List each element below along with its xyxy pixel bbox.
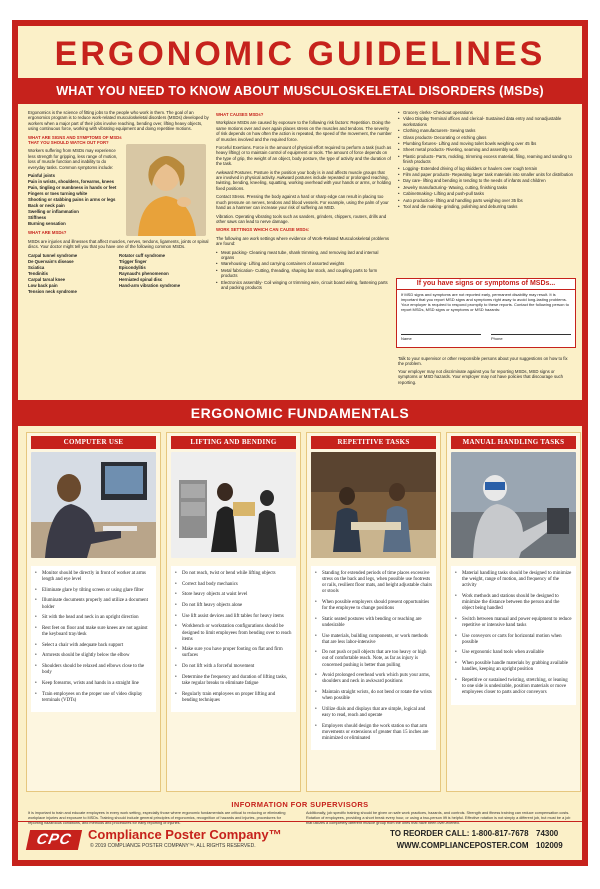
panel-heading: COMPUTER USE bbox=[31, 436, 156, 449]
panel-list bbox=[311, 566, 436, 750]
repetitive-tasks-photo bbox=[311, 452, 436, 558]
contact-text: Contact Stress. Pressing the body against a hard or sharp edge can result in placing too much pressure on nerves, tendons and blood vessels. For example, using the palm of your hand as a hammer can increase your risk of suffering an MSD. bbox=[216, 194, 389, 211]
phone-label: Phone bbox=[491, 334, 571, 341]
list-item: Trigger finger bbox=[119, 258, 147, 264]
product-code: 74300 bbox=[536, 829, 559, 838]
list-item: Carpal tarsal knee bbox=[28, 276, 66, 282]
report-msd-text: If MSD signs and symptoms are not reported early, permanent disability may result. It is important that you report MSD signs and symptoms right away to avoid long-lasting problems. Your employer is required to respond promptly to these reports. Contact the following person to report MSDs, MSD signs or symptoms or MSD hazards: bbox=[401, 292, 569, 312]
poster-title: ERGONOMIC GUIDELINES bbox=[54, 35, 546, 73]
settings-text: The following are work settings where evidence of Work-Related Musculoskeletal problems are found: bbox=[216, 235, 390, 247]
panel-heading: REPETITIVE TASKS bbox=[311, 436, 436, 449]
list-item: • Rest feet on floor and make sure knees are not against the keyboard tray/desk bbox=[35, 626, 152, 638]
list-item: • Employers should design the work station so that arm movements or extensions of greater than 15 inches are minimized or eliminated bbox=[315, 724, 432, 742]
panel-heading: MANUAL HANDLING TASKS bbox=[451, 436, 576, 449]
list-item: • Train employees on the proper use of video display terminals (VDTs) bbox=[35, 692, 152, 704]
list-item: Burning sensation bbox=[28, 221, 66, 227]
signs-text: Workers suffering from MSDs may experience less strength for gripping, less range of motion, loss of muscle function and inability to do everyday tasks. Common symptoms include: bbox=[28, 148, 118, 170]
list-item: • Switch between manual and power equipment to reduce repetitive or intensive hand tasks bbox=[455, 617, 572, 629]
list-item: • Do not lift with a forceful movement bbox=[175, 664, 292, 670]
subtitle-bar: WHAT YOU NEED TO KNOW ABOUT MUSCULOSKELETAL DISORDERS (MSDs) bbox=[12, 78, 588, 104]
list-item: Painful joints bbox=[28, 173, 55, 179]
panel-list bbox=[171, 566, 296, 712]
column-causes bbox=[216, 110, 392, 291]
signs-heading: WHAT ARE SIGNS AND SYMPTOMS OF MSDs THAT YOU SHOULD WATCH OUT FOR? bbox=[28, 134, 122, 146]
panel-heading: LIFTING AND BENDING bbox=[171, 436, 296, 449]
supervisor-heading: INFORMATION FOR SUPERVISORS bbox=[231, 800, 369, 809]
list-item: • Determine the frequency and duration of lifting tasks, take regular breaks to eliminate fatigue bbox=[175, 675, 292, 687]
list-item: De Quervain's disease bbox=[28, 258, 74, 264]
supervisor-text-right: Additionally, job specific training should be given on safe work practices, hazards, and controls. Strength and fitness training can reduce compensation costs. Rotation of employees, providing a short break every hour, or using a two-person lift is helpful. Effective rotation is not simply a different job, but must be a job that utilizes a completely different muscle group from the ones that have been over-exerted. bbox=[306, 811, 571, 825]
list-item: • Shoulders should be relaxed and elbows close to the body bbox=[35, 664, 152, 676]
list-item: • Avoid prolonged overhead work which puts your arms, shoulders and neck in awkward positions bbox=[315, 673, 432, 685]
list-item: • Metal fabrication- Cutting, threading, shaping bar stock, and coupling parts to form products bbox=[216, 268, 392, 279]
list-item: • Jewelry manufacturing- Waxing, cutting, finishing tasks bbox=[398, 185, 574, 190]
list-item: • Electronics assembly- Coil winging or trimming wire, circuit board wiring, fastening parts and packing products bbox=[216, 280, 392, 291]
list-item: • Armrests should be slightly below the elbow bbox=[35, 653, 152, 659]
list-item: • Tool and die making- grinding, polishing and deburring tasks bbox=[398, 204, 574, 209]
list-item: • Correct bad body mechanics bbox=[175, 582, 292, 588]
symptom-list bbox=[28, 173, 124, 226]
list-item: Fingers or toes turning white bbox=[28, 191, 88, 197]
report-msd-heading: If you have signs or symptoms of MSDs... bbox=[397, 279, 575, 290]
panel-list bbox=[451, 566, 576, 705]
list-item: • Illuminate documents properly and utilize a document holder bbox=[35, 598, 152, 610]
list-item: • Keep forearms, wrists and hands in a straight line bbox=[35, 681, 152, 687]
list-item: • Plumbing fixtures- Lifting and moving toilet bowls weighing over 45 lbs bbox=[398, 141, 574, 146]
list-item: • Standing for extended periods of time places excessive stress on the back and legs, when possible use footrests or rails, resilient floor mats, and height adjustable chairs or stools bbox=[315, 571, 432, 595]
footer bbox=[18, 821, 582, 859]
manual-handling-photo bbox=[451, 452, 576, 558]
list-item: Sciatica bbox=[28, 264, 45, 270]
list-item: Swelling or inflammation bbox=[28, 209, 79, 215]
fundamentals-bar: ERGONOMIC FUNDAMENTALS bbox=[12, 400, 588, 426]
computer-use-panel bbox=[26, 432, 161, 792]
list-item: • Auto production- lifting and handling parts weighing over 35 lbs bbox=[398, 198, 574, 203]
list-item: • Film and paper products- Repeating larger task materials into smaller units for distribution bbox=[398, 172, 574, 177]
poster bbox=[12, 20, 588, 866]
list-item: • Repetitive or sustained twisting, stretching, or leaning to one side is undesirable, position materials or move employees closer to parts and/or conveyors bbox=[455, 678, 572, 696]
settings-list-continued bbox=[398, 110, 574, 210]
list-item: • Sheet metal products- Riveting, seaming and assembly work bbox=[398, 147, 574, 152]
list-item: • When possible employers should present opportunities for the employee to change positions bbox=[315, 600, 432, 612]
list-item: Hand-arm vibration syndrome bbox=[119, 282, 181, 288]
intro-text: Ergonomics is the science of fitting jobs to the people who work in them. The goal of an ergonomics program is to reduce work-related musculoskeletal disorders (MSDs) developed by workers when a major part of their jobs involve reaching, bending over, lifting heavy objects, using continuous force, working with vibrating equipment and doing repetitive motions. bbox=[28, 110, 209, 132]
list-item: • Select a chair with adequate back support bbox=[35, 643, 152, 649]
list-item: • Sit with the head and neck in an upright direction bbox=[35, 615, 152, 621]
list-item: • Do not reach, twist or bend while lifting objects bbox=[175, 571, 292, 577]
list-item: Pain in wrists, shoulders, forearms, knees bbox=[28, 179, 114, 185]
list-item: • Logging- Extended driving of log skidders or haulers over rough terrain bbox=[398, 166, 574, 171]
msd-list bbox=[28, 253, 210, 295]
list-item: Back or neck pain bbox=[28, 203, 65, 209]
cause-heading: WHAT CAUSES MSDs? bbox=[216, 112, 264, 117]
report-notes bbox=[398, 356, 574, 385]
supervisor-text-left: It is important to train and educate employees in every work setting, especially those where ergonomic fundamentals are critical to reducing or eliminating workplace injuries and exposure to MSDs. Training should include general principles of ergonomics, recognition of hazards and injuries, procedures for reporting hazardous conditions, and methods and procedures for early reporting of injuries. bbox=[28, 811, 286, 825]
vibration-text: Vibration. Operating vibrating tools such as sanders, grinders, chippers, routers, drills and other saws can lead to nerve damage. bbox=[216, 213, 387, 224]
list-item: Low back pain bbox=[28, 282, 58, 288]
list-item: • Use conveyors or carts for horizontal motion when possible bbox=[455, 634, 572, 646]
product-codes bbox=[536, 828, 563, 852]
lifting-bending-photo bbox=[171, 452, 296, 558]
list-item: • Use lift assist devices and lift tables for heavy items bbox=[175, 614, 292, 620]
list-item: • Maintain straight wrists, do not bend or rotate the wrists when possible bbox=[315, 690, 432, 702]
settings-heading: WORK SETTINGS WHICH CAN CAUSE MSDs: bbox=[216, 227, 310, 233]
list-item: • Clothing manufacturers- Sewing tasks bbox=[398, 128, 574, 133]
settings-list bbox=[216, 250, 392, 291]
list-item: Tendinitis bbox=[28, 270, 48, 276]
list-item: Rotator cuff syndrome bbox=[119, 252, 166, 258]
force-text: Forceful Exertions. Force is the amount of physical effort required to perform a task (such as heavy lifting) or to maintain control of equipment or tools. The amount of force depends on the type of grip, the weight of an object, body posture, the type of activity and the duration of the task. bbox=[216, 145, 392, 167]
list-item: • Meat packing- Cleaning meat tube, shank trimming, and removing lard and internal organs bbox=[216, 250, 392, 261]
list-item: Raynaud's phenomenon bbox=[119, 270, 169, 276]
list-item: • Do not lift heavy objects alone bbox=[175, 603, 292, 609]
lifting-bending-panel bbox=[166, 432, 301, 792]
report-msd-box bbox=[396, 278, 576, 348]
list-item: Shooting or stabbing pains in arms or legs bbox=[28, 197, 116, 203]
panel-list bbox=[31, 566, 156, 712]
list-item: • Eliminate glare by tilting screen or using glare filter bbox=[35, 588, 152, 594]
reorder-info bbox=[390, 828, 529, 852]
revision-code: 102009 bbox=[536, 841, 563, 850]
list-item: Tension neck syndrome bbox=[28, 288, 77, 294]
list-item: Pain, tingling or numbness in hands or feet bbox=[28, 185, 117, 191]
list-item: • Make sure you have proper footing on flat and firm surfaces bbox=[175, 647, 292, 659]
list-item: • Plastic products- Parts, molding, trimming excess material, filing, reaming and sanding to finish products bbox=[398, 154, 574, 165]
list-item: • When possible handle materials by grabbing available handles, keeping an upright position bbox=[455, 661, 572, 673]
list-item: • Cabinetmaking- Lifting and push-pull tasks bbox=[398, 191, 574, 196]
name-label: Name bbox=[401, 334, 481, 341]
list-item: • Use ergonomic hand tools when available bbox=[455, 650, 572, 656]
list-item: • Grocery clerks- Checkout operations bbox=[398, 110, 574, 115]
discrimination-text: Your employer may not discriminate against you for reporting MSDs, MSD signs or symptoms or MSD hazards. Your employer may not have policies that discourage such reporting. bbox=[398, 368, 564, 385]
list-item: • Store heavy objects at waist level bbox=[175, 592, 292, 598]
column-settings bbox=[398, 110, 574, 211]
reorder-phone: TO REORDER CALL: 1-800-817-7678 bbox=[390, 829, 529, 838]
website: WWW.COMPLIANCEPOSTER.COM bbox=[396, 841, 529, 850]
manual-handling-panel bbox=[446, 432, 581, 792]
list-item: • Monitor should be directly in front of worker at arms length and eye level bbox=[35, 571, 152, 583]
list-item: • Static seated postures with bending or reaching are undesirable bbox=[315, 617, 432, 629]
cause-text: Workplace MSDs are caused by exposure to the following risk factors: Repetition. Doing the same motions over and over again places stress on the muscles and tendons. The severity of risk depends on how often the action is repeated, the speed of the movement, the number of muscles involved and the required force. bbox=[216, 120, 392, 142]
list-item: Epicondylitis bbox=[119, 264, 146, 270]
what-text: MSDs are injuries and illnesses that affect muscles, nerves, tendons, ligaments, joints or spinal discs. Your doctor might tell you that you have one of the following common MSDs. bbox=[28, 238, 209, 250]
list-item: • Regularly train employees on proper lifting and bending techniques bbox=[175, 692, 292, 704]
list-item: Herniated spinal disc bbox=[119, 276, 163, 282]
cpc-logo: CPC bbox=[26, 830, 82, 850]
list-item: • Video Display Terminal offices and clerical- Sustained data entry and nonadjustable workstations bbox=[398, 116, 574, 127]
list-item: • Warehousing- Lifting and carrying containers of assorted weights bbox=[216, 261, 392, 266]
list-item: • Glass products- Decorating or etching glass bbox=[398, 135, 574, 140]
list-item: • Use materials, building components, or work methods that are less labor-intensive bbox=[315, 634, 432, 646]
posture-text: Awkward Postures. Posture is the position your body is in and affects muscle groups that are involved in physical activity. Awkward postures include repeated or prolonged reaching, twisting, bending, kneeling, squatting, working overhead with your hands or arms, or holding fixed positions. bbox=[216, 169, 391, 191]
contact-lines bbox=[401, 334, 571, 341]
list-item: Carpal tunnel syndrome bbox=[28, 252, 78, 258]
talk-text: Talk to your supervisor or other responsible persons about your suggestions on how to fix the problem. bbox=[398, 356, 568, 367]
list-item: • Work methods and stations should be designed to minimize the distance between the person and the object being handled bbox=[455, 594, 572, 612]
repetitive-tasks-panel bbox=[306, 432, 441, 792]
list-item: Stiffness bbox=[28, 215, 47, 221]
list-item: • Material handling tasks should be designed to minimize the weight, range of motion, and frequency of the activity bbox=[455, 571, 572, 589]
list-item: • Workbench or workstation configurations should be designed to limit employees from bending over to reach items bbox=[175, 624, 292, 642]
woman-shoulder-pain-photo bbox=[126, 144, 206, 236]
what-heading: WHAT ARE MSDs? bbox=[28, 230, 67, 236]
list-item: • Do not push or pull objects that are too heavy or high out of comfortable reach. Note, as far as injury is concerned pushing is better than pulling bbox=[315, 650, 432, 668]
list-item: • Day care- lifting and bending in tending to the needs of infants and children bbox=[398, 178, 574, 183]
list-item: • Utilize dials and displays that are simple, logical and easy to read, reach and operate bbox=[315, 707, 432, 719]
company-name: Compliance Poster Company™ bbox=[88, 827, 282, 842]
copyright: © 2019 COMPLIANCE POSTER COMPANY™. ALL RIGHTS RESERVED. bbox=[90, 843, 256, 849]
computer-use-photo bbox=[31, 452, 156, 558]
